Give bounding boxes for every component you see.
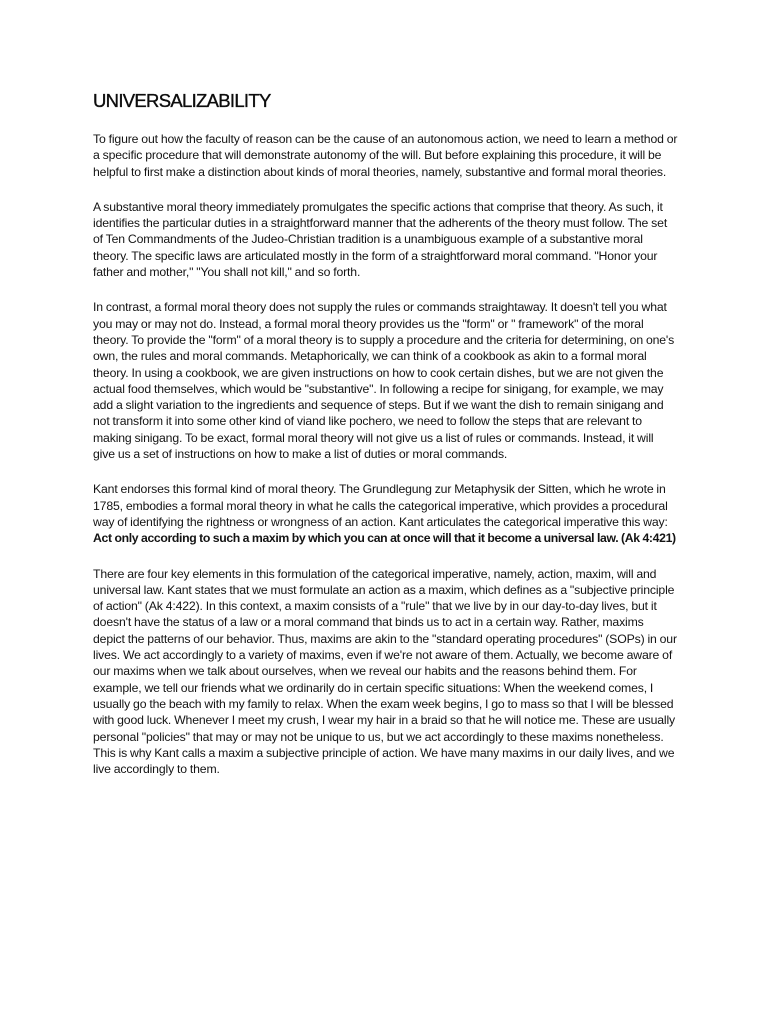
document-page (93, 86, 678, 796)
document-title: UNIVERSALIZABILITY (93, 90, 271, 111)
paragraph-intro: To figure out how the faculty of reason can be the cause of an autonomous action, we need to learn a method or a specific procedure that will demonstrate autonomy of the will. But before explaining this procedure, it will be helpful to first make a distinction about kinds of moral theories, namely, substantive and formal moral theories. (93, 132, 678, 179)
categorical-imperative-quote: Act only according to such a maxim by which you can at once will that it become a universal law. (Ak 4:421) (93, 531, 676, 546)
paragraph-substantive-theory: A substantive moral theory immediately promulgates the specific actions that comprise that theory. As such, it identifies the particular duties in a straightforward manner that the adherents of the theory must follow. The set of Ten Commandments of the Judeo-Christian tradition is a unambiguous example of a substantive moral theory. The specific laws are articulated mostly in the form of a straightforward moral command. "Honor your father and mother," "You shall not kill," and so forth. (93, 199, 668, 280)
paragraph-formal-theory: In contrast, a formal moral theory does not supply the rules or commands straightaway. It doesn't tell you what you may or may not do. Instead, a formal moral theory provides us the "form" or " framework" of the moral theory. To provide the "form" of a moral theory is to supply a procedure and the criteria for determining, on one's own, the rules and moral commands. Metaphorically, we can think of a cookbook as akin to a formal moral theory. In using a cookbook, we are given instructions on how to cook certain dishes, but we are not given the actual food themselves, which would be "substantive". In following a recipe for sinigang, for example, we may add a slight variation to the ingredients and sequence of steps. But if we want the dish to remain sinigang and not transform it into some other kind of viand like pochero, we need to follow the steps that are relevant to making sinigang. To be exact, formal moral theory will not give us a list of rules or commands. Instead, it will give us a set of instructions on how to make a list of duties or moral commands. (93, 300, 675, 462)
paragraph-kant-formal-theory (93, 481, 678, 546)
kant-intro-text: Kant endorses this formal kind of moral theory. The Grundlegung zur Metaphysik der Sitten, which he wrote in 1785, embodies a formal moral theory in what he calls the categorical imperative, which provides a procedural way of identifying the rightness or wrongness of an action. Kant articulates the categorical imperative this way: (93, 482, 668, 529)
paragraph-key-elements: There are four key elements in this formulation of the categorical imperative, namely, action, maxim, will and universal law. Kant states that we must formulate an action as a maxim, which defines as a "subjective principle of action" (Ak 4:422). In this context, a maxim consists of a "rule" that we live by in our day-to-day lives, but it doesn't have the status of a law or a moral command that binds us to act in a certain way. Rather, maxims depict the patterns of our behavior. Thus, maxims are akin to the "standard operating procedures" (SOPs) in our lives. We act accordingly to a variety of maxims, even if we're not aware of them. Actually, we become aware of our maxims when we talk about ourselves, when we reveal our habits and the reasons behind them. For example, we tell our friends what we ordinarily do in certain specific situations: When the weekend comes, I usually go the beach with my family to relax. When the exam week begins, I go to mass so that I will be blessed with good luck. Whenever I meet my crush, I wear my hair in a braid so that he will notice me. These are usually personal "policies" that may or may not be unique to us, but we act accordingly to these maxims nonetheless. This is why Kant calls a maxim a subjective principle of action. We have many maxims in our daily lives, and we live accordingly to them. (93, 566, 677, 777)
